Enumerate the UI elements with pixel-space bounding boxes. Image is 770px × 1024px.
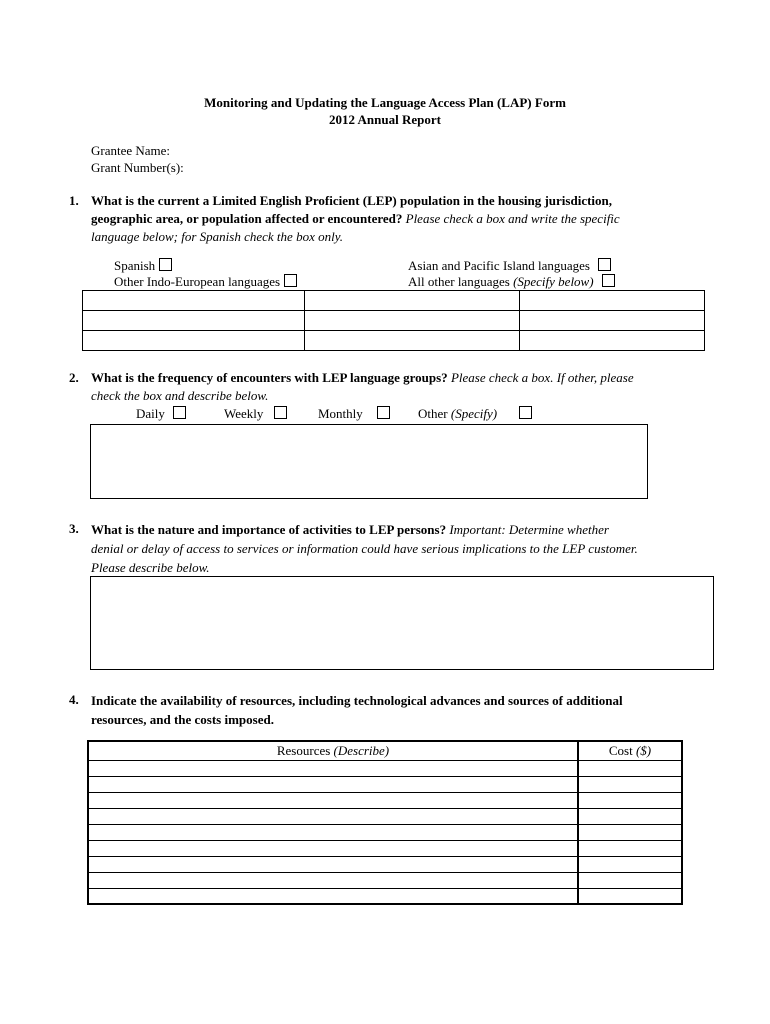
cost-cell[interactable] [578,840,682,856]
q3-bold-line1: What is the nature and importance of activities to LEP persons? [91,522,447,537]
other-label: Other [418,406,448,421]
monthly-checkbox[interactable] [377,406,390,419]
cost-cell[interactable] [578,760,682,776]
q1-option-asian [408,258,611,274]
cost-cell[interactable] [578,856,682,872]
daily-label: Daily [136,406,165,421]
other-checkbox[interactable] [519,406,532,419]
q1-text [91,192,620,246]
q3-describe-box[interactable] [90,576,714,670]
q1-cell[interactable] [83,331,305,351]
q4-bold-line2: resources, and the costs imposed. [91,712,274,727]
resources-header-label: Resources [276,742,331,758]
q1-cell[interactable] [305,311,520,331]
q1-number: 1. [69,193,79,208]
q1-italic-line2: Please check a box and write the specific [402,211,620,226]
weekly-label: Weekly [224,406,264,421]
form-subtitle: 2012 Annual Report [329,112,441,127]
cost-cell[interactable] [578,808,682,824]
q1-cell[interactable] [83,291,305,311]
all-other-specify: (Specify below) [513,274,594,289]
cost-cell[interactable] [578,776,682,792]
daily-checkbox[interactable] [173,406,186,419]
resource-cell[interactable] [88,760,578,776]
q1-cell[interactable] [83,311,305,331]
cost-cell[interactable] [578,872,682,888]
q2-option-weekly [224,406,287,422]
cost-cell[interactable] [578,888,682,904]
indo-european-checkbox[interactable] [284,274,297,287]
monthly-label: Monthly [318,406,363,421]
asian-label: Asian and Pacific Island languages [408,258,590,273]
all-other-label: All other languages [408,274,510,289]
grantee-name-label: Grantee Name: [91,143,171,158]
form-title: Monitoring and Updating the Language Access Plan (LAP) Form [204,95,566,110]
q2-describe-box[interactable] [90,424,648,499]
resource-cell[interactable] [88,872,578,888]
resource-cell[interactable] [88,840,578,856]
q1-cell[interactable] [520,331,705,351]
indo-european-label: Other Indo-European languages [114,274,281,289]
asian-checkbox[interactable] [598,258,611,271]
q3-number: 3. [69,521,79,536]
resources-header-describe: (Describe) [333,742,390,758]
weekly-checkbox[interactable] [274,406,287,419]
q1-cell[interactable] [520,291,705,311]
q4-resources-table [87,740,683,905]
resource-cell[interactable] [88,792,578,808]
grant-number-label: Grant Number(s): [91,160,184,175]
q1-bold-line1: What is the current a Limited English Proficient (LEP) population in the housing jurisdiction, [91,193,613,208]
cost-cell[interactable] [578,792,682,808]
q2-option-other [418,406,532,422]
q2-option-monthly [318,406,390,422]
spanish-label: Spanish [114,258,156,273]
all-other-checkbox[interactable] [602,274,615,287]
q2-number: 2. [69,370,79,385]
q4-text [91,691,623,729]
q4-number: 4. [69,692,79,707]
resources-header [88,741,578,760]
cost-header-label: Cost [608,742,633,758]
q3-italic-line1: Important: Determine whether [446,522,609,537]
q1-cell[interactable] [520,311,705,331]
other-specify: (Specify) [450,406,498,421]
q1-option-indo-european [114,274,297,290]
q1-cell[interactable] [305,331,520,351]
resource-cell[interactable] [88,776,578,792]
q3-italic-line2: denial or delay of access to services or information could have serious implications to the LEP customer. [91,541,638,556]
cost-cell[interactable] [578,824,682,840]
q1-language-table [82,290,705,351]
q3-italic-line3: Please describe below. [91,560,210,575]
cost-header [578,741,682,760]
resource-cell[interactable] [88,888,578,904]
q4-bold-line1: Indicate the availability of resources, including technological advances and sources of additional [91,693,623,708]
q2-option-daily [136,406,186,422]
resource-cell[interactable] [88,824,578,840]
q1-bold-line2: geographic area, or population affected or encountered? [91,211,403,226]
q1-cell[interactable] [305,291,520,311]
q1-italic-line3: language below; for Spanish check the box only. [91,229,344,244]
resource-cell[interactable] [88,808,578,824]
q2-italic-line2: check the box and describe below. [91,388,269,403]
q2-text [91,369,634,405]
q2-bold-line1: What is the frequency of encounters with LEP language groups? [91,370,448,385]
q3-text [91,520,638,577]
spanish-checkbox[interactable] [159,258,172,271]
cost-header-unit: ($) [635,742,652,758]
q1-option-all-other [408,274,615,290]
q2-italic-line1: Please check a box. If other, please [447,370,634,385]
resource-cell[interactable] [88,856,578,872]
q1-option-spanish [114,258,172,274]
